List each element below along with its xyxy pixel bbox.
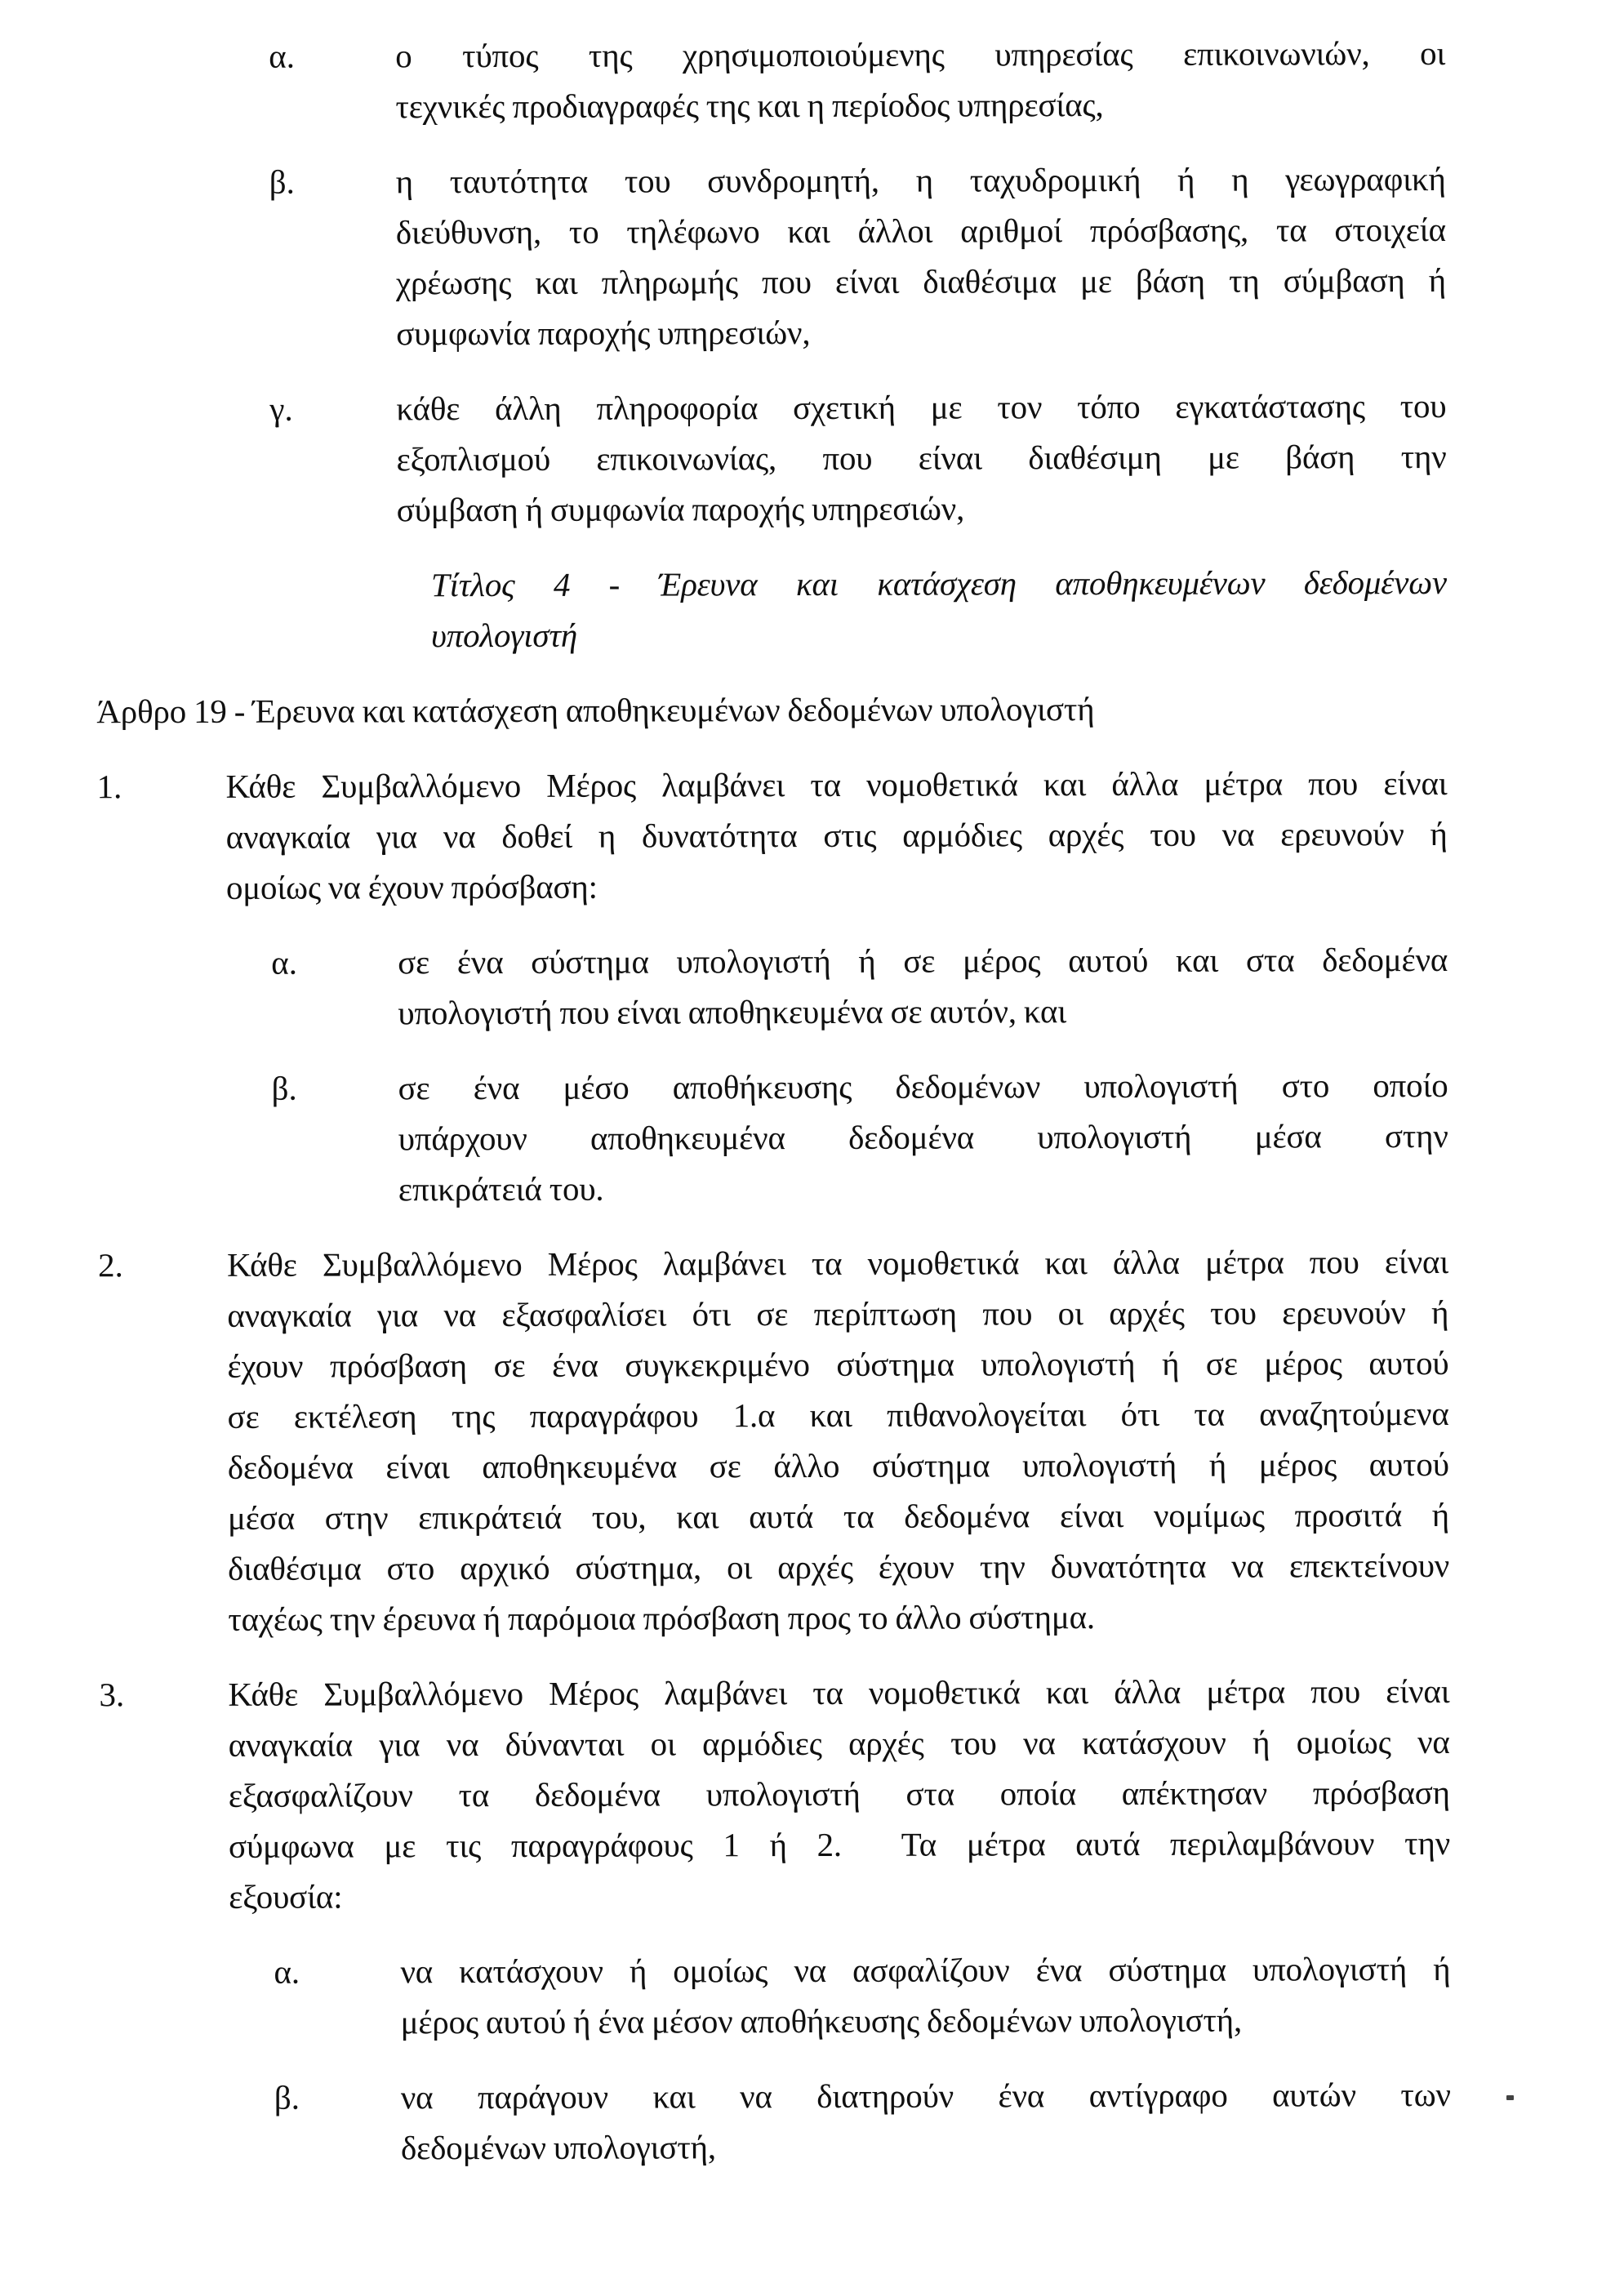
text-line: συμφωνία παροχής υπηρεσιών, <box>396 314 811 353</box>
text-line: σύμβαση ή συμφωνία παροχής υπηρεσιών, <box>396 489 965 529</box>
item-text <box>395 28 1445 131</box>
item-label: β. <box>271 1069 297 1107</box>
text-line: μέσα στην επικράτειά του, και αυτά τα δεδομένα είναι νομίμως προσιτά ή <box>227 1495 1450 1537</box>
text-line: δεδομένα είναι αποθηκευμένα σε άλλο σύστημα υπολογιστή ή μέρος αυτού <box>227 1444 1449 1486</box>
section-title <box>0 556 1623 661</box>
text-line: Κάθε Συμβαλλόμενο Μέρος λαμβάνει τα νομοθετικά και άλλα μέτρα που είναι <box>225 763 1448 805</box>
text-line: υπάρχουν αποθηκευμένα δεδομένα υπολογιστή μέσα στην <box>398 1116 1448 1158</box>
text-line: να κατάσχουν ή ομοίως να ασφαλίζουν ένα σύστημα υπολογιστή ή <box>400 1949 1451 1991</box>
sub-item <box>3 2068 1624 2174</box>
text-line: Άρθρο 19 - Έρευνα και κατάσχεση αποθηκευμένων δεδομένων υπολογιστή <box>96 690 1095 731</box>
text-line: υπολογιστή <box>431 616 578 655</box>
item-label: 3. <box>99 1676 125 1714</box>
text-line: τεχνικές προδιαγραφές της και η περίοδος υπηρεσίας, <box>395 86 1104 126</box>
text-line: υπολογιστή που είναι αποθηκευμένα σε αυτόν, και <box>398 992 1067 1032</box>
item-text <box>396 381 1446 535</box>
text-line: εξοπλισμού επικοινωνίας, που είναι διαθέσιμη με βάση την <box>396 437 1447 478</box>
text-line: μέρος αυτού ή ένα μέσον αποθήκευσης δεδομένων υπολογιστή, <box>400 2001 1243 2041</box>
text-line: σύμφωνα με τις παραγράφους 1 ή 2. Τα μέτρα αυτά περιλαμβάνουν την <box>228 1823 1451 1865</box>
text-line: χρέωσης και πληρωμής που είναι διαθέσιμα με βάση τη σύμβαση ή <box>395 260 1447 302</box>
text-line: κάθε άλλη πληροφορία σχετική με τον τόπο εγκατάστασης του <box>396 386 1447 428</box>
item-label: α. <box>271 943 297 981</box>
sub-item <box>2 1943 1624 2048</box>
text-line: διεύθυνση, το τηλέφωνο και άλλοι αριθμοί πρόσβασης, τα στοιχεία <box>395 210 1446 251</box>
sub-item <box>0 27 1622 132</box>
item-text <box>396 154 1447 358</box>
item-label: 2. <box>98 1246 123 1284</box>
text-line: αναγκαία για να εξασφαλίσει ότι σε περίπτωση που οι αρχές του ερευνούν ή <box>227 1293 1449 1334</box>
item-label: β. <box>269 162 295 201</box>
numbered-paragraph <box>2 1665 1624 1922</box>
text-line: αναγκαία για να δύνανται οι αρμόδιες αρχές του να κατάσχουν ή ομοίως να <box>228 1722 1450 1764</box>
item-text <box>227 1236 1449 1645</box>
item-label: γ. <box>269 389 293 428</box>
text-line: ομοίως να έχουν πρόσβαση: <box>225 867 598 906</box>
item-text <box>228 1666 1450 1922</box>
text-line: ο τύπος της χρησιμοποιούμενης υπηρεσίας επικοινωνιών, οι <box>395 33 1446 75</box>
text-line: εξασφαλίζουν τα δεδομένα υπολογιστή στα οποία απέκτησαν πρόσβαση <box>228 1773 1450 1814</box>
text-line: έχουν πρόσβαση σε ένα συγκεκριμένο σύστημα υπολογιστή ή σε μέρος αυτού <box>227 1343 1449 1385</box>
item-label: α. <box>274 1952 300 1991</box>
item-label: β. <box>274 2078 300 2116</box>
item-text <box>398 934 1448 1038</box>
item-text <box>226 758 1448 913</box>
text-line: σε ένα μέσο αποθήκευσης δεδομένων υπολογιστή στο οποίο <box>398 1066 1448 1107</box>
numbered-paragraph <box>1 1235 1624 1645</box>
scan-artifact-speck <box>1506 2095 1514 2100</box>
text-line: δεδομένων υπολογιστή, <box>400 2128 717 2167</box>
text-line: σε ένα σύστημα υπολογιστή ή σε μέρος αυτού και στα δεδομένα <box>398 940 1448 981</box>
item-text <box>96 683 1447 737</box>
text-line: να παράγουν και να διατηρούν ένα αντίγραφο αυτών των <box>400 2075 1451 2116</box>
item-label: 1. <box>96 768 122 806</box>
text-line: αναγκαία για να δοθεί η δυνατότητα στις αρμόδιες αρχές του να ερευνούν ή <box>225 814 1448 856</box>
text-line: η ταυτότητα του συνδρομητή, η ταχυδρομική ή η γεωγραφική <box>395 159 1446 201</box>
text-line: σε εκτέλεση της παραγράφου 1.α και πιθανολογείται ότι τα αναζητούμενα <box>227 1394 1449 1435</box>
text-line: Κάθε Συμβαλλόμενο Μέρος λαμβάνει τα νομοθετικά και άλλα μέτρα που είναι <box>227 1242 1449 1284</box>
article-heading <box>0 682 1623 737</box>
text-line: διαθέσιμα στο αρχικό σύστημα, οι αρχές έχουν την δυνατότητα να επεκτείνουν <box>228 1546 1450 1587</box>
item-text <box>431 557 1447 661</box>
sub-item <box>0 380 1623 536</box>
item-text <box>398 1060 1448 1214</box>
sub-item <box>0 933 1624 1039</box>
text-line: ταχέως την έρευνα ή παρόμοια πρόσβαση προς το άλλο σύστημα. <box>228 1598 1096 1638</box>
item-text <box>400 1943 1450 2047</box>
sub-item <box>0 153 1622 359</box>
item-text <box>401 2069 1451 2173</box>
numbered-paragraph <box>0 757 1624 913</box>
text-line: Τίτλος 4 - Έρευνα και κατάσχεση αποθηκευμένων δεδομένων <box>430 563 1448 604</box>
text-line: Κάθε Συμβαλλόμενο Μέρος λαμβάνει τα νομοθετικά και άλλα μέτρα που είναι <box>228 1671 1450 1713</box>
text-line: επικράτειά του. <box>398 1169 604 1208</box>
text-line: εξουσία: <box>229 1877 343 1916</box>
item-label: α. <box>269 37 296 75</box>
sub-item <box>0 1059 1624 1215</box>
